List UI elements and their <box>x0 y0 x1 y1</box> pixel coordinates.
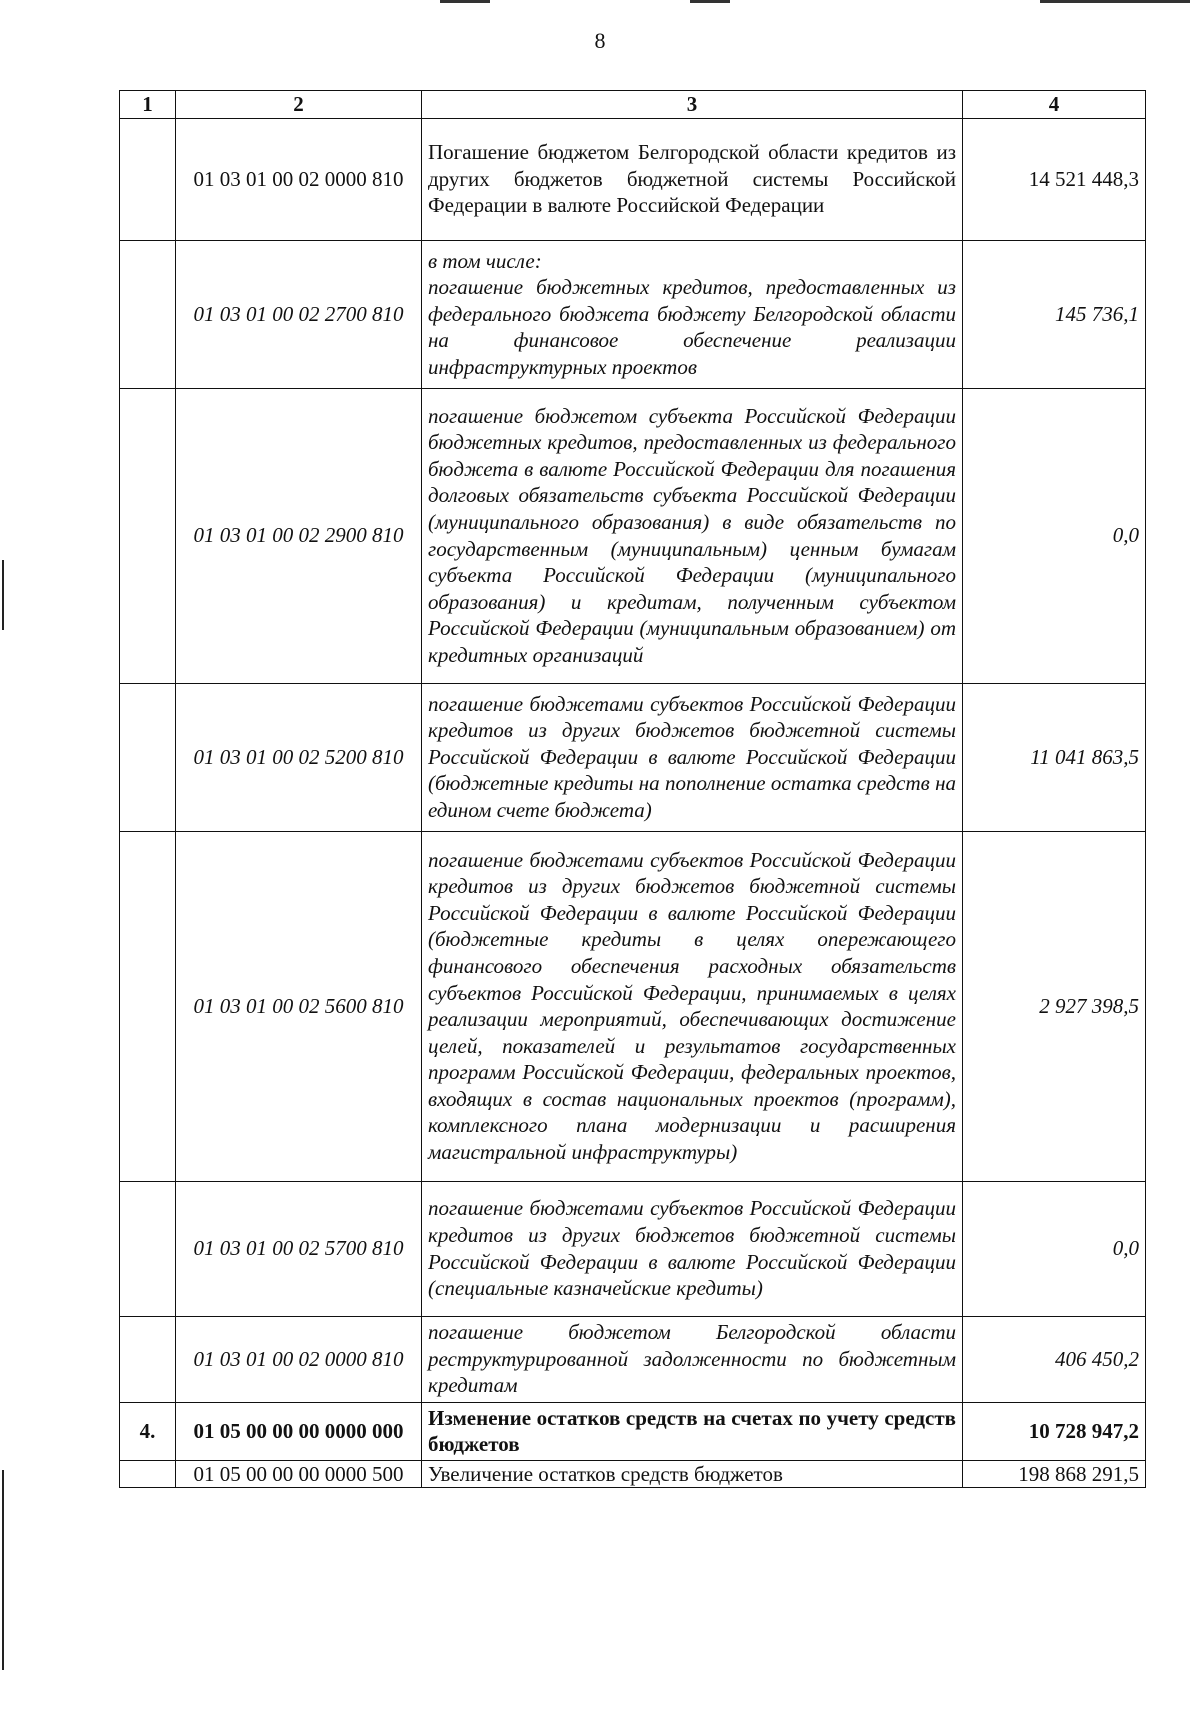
row-number <box>120 1316 176 1402</box>
row-amount: 0,0 <box>963 388 1146 683</box>
table-row <box>120 1316 1146 1402</box>
row-description: Погашение бюджетом Белгородской области кредитов из других бюджетов бюджетной системы Российской Федерации в валюте Российской Федерации <box>422 118 963 240</box>
budget-code: 01 03 01 00 02 2700 810 <box>176 240 422 388</box>
table-row <box>120 240 1146 388</box>
row-amount: 406 450,2 <box>963 1316 1146 1402</box>
row-number <box>120 1181 176 1316</box>
budget-code: 01 03 01 00 02 0000 810 <box>176 118 422 240</box>
budget-code: 01 03 01 00 02 5200 810 <box>176 683 422 831</box>
row-description: погашение бюджетом субъекта Российской Федерации бюджетных кредитов, предоставленных из федерального бюджета в валюте Российской Федерации для погашения долговых обязательств субъекта Российской Федерации (муниципального образования) в виде обязательств по государственным (муниципальным) ценным бумагам субъекта Российской Федерации (муниципального образования) и кредитам, полученным субъектом Российской Федерации (муниципальным образованием) от кредитных организаций <box>422 388 963 683</box>
column-header: 3 <box>422 91 963 119</box>
budget-code: 01 03 01 00 02 5700 810 <box>176 1181 422 1316</box>
budget-code: 01 03 01 00 02 2900 810 <box>176 388 422 683</box>
row-amount: 2 927 398,5 <box>963 831 1146 1181</box>
row-amount: 0,0 <box>963 1181 1146 1316</box>
table-row <box>120 683 1146 831</box>
row-description-lead: в том числе: <box>428 248 542 273</box>
scan-artifact-left <box>2 1470 4 1670</box>
table-row <box>120 1402 1146 1460</box>
row-description: погашение бюджетами субъектов Российской Федерации кредитов из других бюджетов бюджетной системы Российской Федерации в валюте Российской Федерации (бюджетные кредиты на пополнение остатка средств на едином счете бюджета) <box>422 683 963 831</box>
table-row <box>120 118 1146 240</box>
row-description: Увеличение остатков средств бюджетов <box>422 1460 963 1488</box>
row-number <box>120 831 176 1181</box>
budget-code: 01 05 00 00 00 0000 500 <box>176 1460 422 1488</box>
row-number <box>120 683 176 831</box>
row-number <box>120 240 176 388</box>
budget-code: 01 05 00 00 00 0000 000 <box>176 1402 422 1460</box>
scan-artifact-left <box>2 560 4 630</box>
row-description <box>422 240 963 388</box>
budget-code: 01 03 01 00 02 0000 810 <box>176 1316 422 1402</box>
row-amount: 198 868 291,5 <box>963 1460 1146 1488</box>
row-description: погашение бюджетами субъектов Российской Федерации кредитов из других бюджетов бюджетной системы Российской Федерации в валюте Российской Федерации (бюджетные кредиты в целях опережающего финансового обеспечения расходных обязательств субъектов Российской Федерации, принимаемых в целях реализации мероприятий, обеспечивающих достижение целей, показателей и результатов государственных программ Российской Федерации, федеральных проектов, входящих в состав национальных проектов (программ), комплексного плана модернизации и расширения магистральной инфраструктуры) <box>422 831 963 1181</box>
table-row <box>120 831 1146 1181</box>
page-number: 8 <box>594 28 606 53</box>
table-row <box>120 1460 1146 1488</box>
scan-artifact-top <box>440 0 490 3</box>
table-row <box>120 1181 1146 1316</box>
row-description: Изменение остатков средств на счетах по учету средств бюджетов <box>422 1402 963 1460</box>
scan-artifact-top <box>690 0 730 3</box>
row-description: погашение бюджетами субъектов Российской Федерации кредитов из других бюджетов бюджетной системы Российской Федерации в валюте Российской Федерации (специальные казначейские кредиты) <box>422 1181 963 1316</box>
row-amount: 14 521 448,3 <box>963 118 1146 240</box>
row-amount: 145 736,1 <box>963 240 1146 388</box>
column-header: 2 <box>176 91 422 119</box>
row-number <box>120 1460 176 1488</box>
table-header-row <box>120 91 1146 119</box>
row-amount: 11 041 863,5 <box>963 683 1146 831</box>
row-number: 4. <box>120 1402 176 1460</box>
row-number <box>120 118 176 240</box>
budget-code: 01 03 01 00 02 5600 810 <box>176 831 422 1181</box>
scan-artifact-top <box>1040 0 1190 3</box>
row-amount: 10 728 947,2 <box>963 1402 1146 1460</box>
budget-sources-table <box>119 90 1146 1488</box>
row-description-text: погашение бюджетных кредитов, предоставленных из федерального бюджета бюджету Белгородской области на финансовое обеспечение реализации инфраструктурных проектов <box>428 275 956 379</box>
column-header: 1 <box>120 91 176 119</box>
row-number <box>120 388 176 683</box>
table-row <box>120 388 1146 683</box>
row-description: погашение бюджетом Белгородской области реструктурированной задолженности по бюджетным кредитам <box>422 1316 963 1402</box>
column-header: 4 <box>963 91 1146 119</box>
